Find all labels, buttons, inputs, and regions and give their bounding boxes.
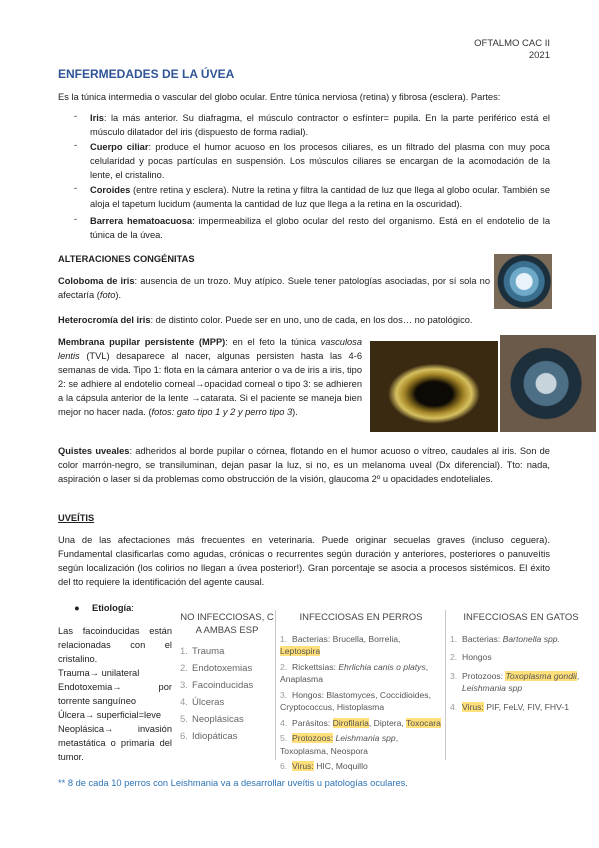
list-item: 5. Neoplásicas xyxy=(180,714,244,725)
list-item: 2. Rickettsias: Ehrlichia canis o platys, Anaplasma xyxy=(280,661,429,684)
list-item: 6. Idiopáticas xyxy=(180,731,238,742)
list-dash: - xyxy=(74,140,78,150)
term: Barrera hematoacuosa xyxy=(90,216,193,226)
section-heading-congenitas: ALTERACIONES CONGÉNITAS xyxy=(58,254,195,264)
intro-paragraph: Es la túnica intermedia o vascular del globo ocular. Entre túnica nerviosa (retina) y fibrosa (esclera). Partes: xyxy=(58,92,501,102)
quistes-paragraph: Quistes uveales: adheridos al borde pupilar o córnea, flotando en el humor acuoso o vítreo, caudales al iris. Son de color marrón-negro, se transiluminan, dejan pasar la luz, si no, es un melanoma uveal (Dx diferencial). Tto: nada, aspiración o laser si da problemas como obstrucción de la visión, glaucoma 2º u opacidades endoteliales. xyxy=(58,446,550,484)
list-item: 2. Endotoxemias xyxy=(180,663,253,674)
list-item-coroides: Coroides (entre retina y esclera). Nutre la retina y filtra la cantidad de luz que llega al globo ocular. También se aloja el tapetum lucidum (aumenta la cantidad de luz que llega a la retina en la oscuridad). xyxy=(90,185,550,209)
list-item: 3. Facoinducidas xyxy=(180,680,254,691)
list-item: 4. Úlceras xyxy=(180,697,225,708)
list-item: 1. Bacterias: Bartonella spp. xyxy=(450,633,560,644)
dog-mpp-photo xyxy=(500,335,596,432)
list-item: 4. Virus: PIF, FeLV, FIV, FHV-1 xyxy=(450,701,569,712)
table-divider xyxy=(275,610,276,760)
list-item: 2. Hongos xyxy=(450,652,492,662)
etiologia-side-notes: Las facoinducidas están relacionadas con el cristalino. Trauma→ unilateral Endotoxemia→ por torrente sanguíneo Úlcera→ superficial=leve Neoplásica→ invasión metastática o primaria del tumor. xyxy=(58,626,172,762)
table-col-no-infecciosas: NO INFECCIOSAS, C A AMBAS ESP 1. Trauma 2. Endotoxemias 3. Facoinducidas 4. Úlceras 5. Neoplásicas 6. Idiopáticas xyxy=(180,612,274,745)
list-dash: - xyxy=(74,183,78,193)
page-header xyxy=(474,38,550,62)
section-heading-uveitis: UVEÍTIS xyxy=(58,513,95,523)
uveitis-paragraph: Una de las afectaciones más frecuentes en veterinaria. Puede originar secuelas graves (incluso ceguera). Fundamental clasificarlas como agudas, crónicas o recurrentes según duración y anteriores, posteriores o panuveítis según localización (los colirios no llegan a úvea posterior!). Gran porcentaje se asocia a procesos sistémicos. El éxito del tto requiere la identificación del agente causal. xyxy=(58,535,550,587)
list-item: 5. Protozoos: Leishmania spp, Toxoplasma, Neospora xyxy=(280,733,399,756)
header-course: OFTALMO CAC II xyxy=(474,38,550,49)
table-col-gatos: INFECCIOSAS EN GATOS 1. Bacterias: Bartonella spp. 2. Hongos 3. Protozoos: Toxoplasma gondii, Leishmania spp 4. Virus: PIF, FeLV, FIV, FHV-1 xyxy=(450,612,592,713)
bullet-dot: ● xyxy=(74,603,80,613)
list-item: 6. Virus: HIC, Moquillo xyxy=(280,761,368,771)
list-item: 3. Protozoos: Toxoplasma gondii, Leishmania spp xyxy=(450,670,580,693)
list-item: 1. Trauma xyxy=(180,646,225,657)
list-item-barrera: Barrera hematoacuosa: impermeabiliza el globo ocular del resto del organismo. Está en el endotelio de la túnica de la úvea. xyxy=(90,216,550,240)
list-dash: - xyxy=(74,214,78,224)
etiologia-label: Etiología: xyxy=(92,603,134,613)
heterocromia-paragraph: Heterocromía del iris: de distinto color. Puede ser en uno, uno de cada, en los dos… no patológico. xyxy=(58,315,473,325)
list-item-cuerpo-ciliar: Cuerpo ciliar: produce el humor acuoso en los procesos ciliares, es un filtrado del plasma con muy poca celularidad y pocas partículas en suspensión. Los músculos ciliares se encargan de la acomodación de la lente, el cristalino. xyxy=(90,142,550,180)
footnote: ** 8 de cada 10 perros con Leishmania va a desarrollar uveítis u patologías oculares. xyxy=(58,778,408,788)
list-item-iris: Iris: la más anterior. Su diafragma, el músculo contractor o esfínter= pupila. En la parte periférico está el músculo dilatador del iris (dispuesto de forma radial). xyxy=(90,113,550,137)
table-divider xyxy=(445,610,446,760)
list-item: 4. Parásitos: Dirofilaria, Diptera, Toxocara xyxy=(280,717,441,728)
list-dash: - xyxy=(74,111,78,121)
table-col-perros: INFECCIOSAS EN PERROS 1. Bacterias: Brucella, Borrelia, Leptospira 2. Rickettsias: Ehrlichia canis o platys, Anaplasma 3. Hongos: Blastomyces, Coccidioides, Cryptococcus, Histoplasma 4. Parásitos: Dirofilaria, Diptera, Toxocara 5. Protozoos: Leishmania spp, Toxoplasma, Neospora 6. Virus: HIC, Moquillo xyxy=(280,612,441,771)
list-item: 1. Bacterias: Brucella, Borrelia, Leptospira xyxy=(280,633,401,656)
coloboma-paragraph: Coloboma de iris: ausencia de un trozo. Muy atípico. Suele tener patologías asociadas, por sí sola no afectaría (foto). xyxy=(58,276,490,300)
cat-mpp-photo xyxy=(370,341,498,432)
list-item: 3. Hongos: Blastomyces, Coccidioides, Cryptococcus, Histoplasma xyxy=(280,689,431,712)
header-year: 2021 xyxy=(528,50,550,61)
term: Coroides xyxy=(90,185,131,195)
term: Iris xyxy=(90,113,104,123)
term: Cuerpo ciliar xyxy=(90,142,149,152)
mpp-paragraph: Membrana pupilar persistente (MPP): en el feto la túnica vasculosa lentis (TVL) desaparece al nacer, algunas persisten hasta las 4-6 semanas de vida. Tipo 1: flota en la cámara anterior o va de iris a iris, tipo 2: se adhiere al endotelio corneal→opacidad corneal o tipo 3: se adhieren a la cápsula anterior de la lente →catarata. Si el paciente se maneja bien mejor no hacer nada. (fotos: gato tipo 1 y 2 y perro tipo 3). xyxy=(58,337,362,417)
page-title: ENFERMEDADES DE LA ÚVEA xyxy=(58,67,235,81)
coloboma-photo xyxy=(494,254,552,309)
